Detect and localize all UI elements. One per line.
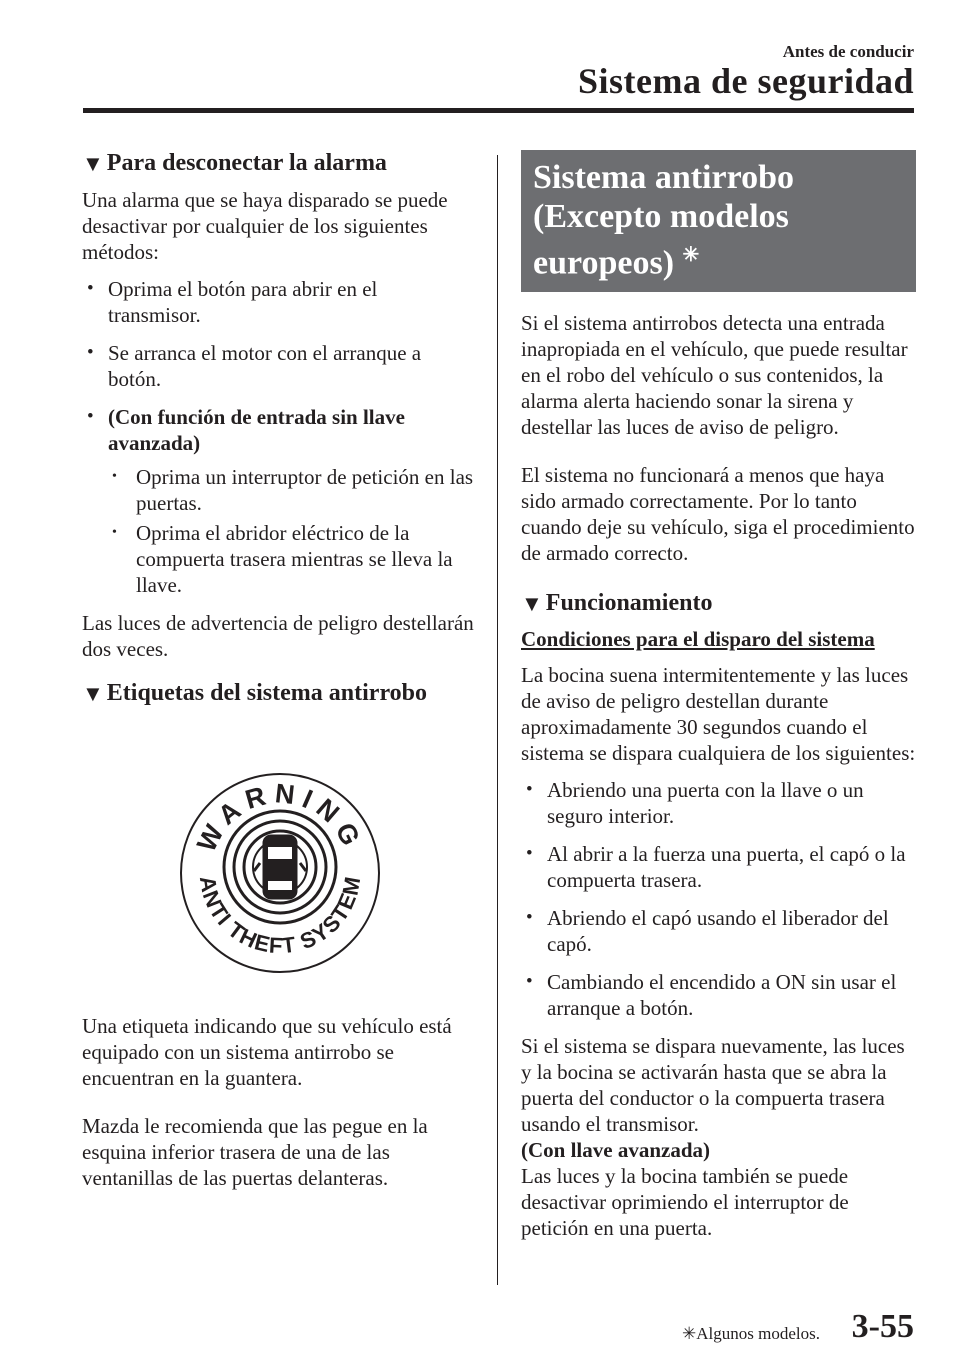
badge-top-text: WARNING [191, 778, 369, 857]
section-heading-operation: ▼ Funcionamiento [521, 590, 713, 617]
paragraph: Una etiqueta indicando que su vehículo está equipado con un sistema antirrobo se encuentran en la guantera. [82, 1014, 452, 1090]
sub-bullet-list [108, 464, 474, 598]
list-item: • Oprima el botón para abrir en el transmisor. [82, 276, 474, 328]
paragraph: Mazda le recomienda que las pegue en la esquina inferior trasera de una de las ventanillas de las puertas delanteras. [82, 1114, 428, 1190]
paragraph: Las luces y la bocina también se puede desactivar oprimiendo el interruptor de petición en una puerta. [521, 1164, 849, 1241]
sub-list-item: • Oprima un interruptor de petición en las puertas. [108, 464, 474, 516]
list-item: • Se arranca el motor con el arranque a botón. [82, 340, 474, 392]
list-item: • (Con función de entrada sin llave avanzada) • Oprima un interruptor de petición en las puertas. • Oprima el abridor eléctrico de la compuerta trasera mientras se lleva la llave. [82, 404, 474, 598]
list-item: • Abriendo una puerta con la llave o un seguro interior. [521, 777, 916, 829]
triangle-down-icon: ▼ [82, 680, 104, 706]
left-column [82, 150, 474, 1202]
triangle-down-icon: ▼ [82, 150, 104, 176]
car-top-view-icon [224, 811, 336, 923]
bullet-list [521, 777, 916, 1021]
section-heading-labels: ▼ Etiquetas del sistema antirrobo [82, 680, 428, 706]
paragraph: La bocina suena intermitentemente y las luces de aviso de peligro destellan durante aproximadamente 30 segundos cuando el sistema se dispara cualquiera de los siguientes: [521, 663, 916, 766]
boxed-section-heading: Sistema antirrobo (Excepto modelos europeos) ✳ [521, 150, 916, 292]
right-column [521, 150, 916, 1252]
footnote: ✳Algunos modelos. [682, 1324, 820, 1343]
subheading: Condiciones para el disparo del sistema [521, 627, 875, 652]
triangle-down-icon: ▼ [521, 590, 543, 616]
sub-list-item: • Oprima el abridor eléctrico de la compuerta trasera mientras se lleva la llave. [108, 520, 474, 598]
badge-bottom-text: ANTI THEFT SYSTEM [194, 873, 366, 959]
star-icon: ✳ [682, 244, 700, 266]
paragraph: Las luces de advertencia de peligro destellarán dos veces. [82, 611, 474, 661]
paragraph: Si el sistema antirrobos detecta una entrada inapropiada en el vehículo, que puede resultar en el robo del vehículo o sus contenidos, la alarma alerta haciendo sonar la sirena y destellar las luces de aviso de peligro. [521, 311, 908, 440]
page-number: 3-55 [851, 1308, 914, 1345]
header-section: Antes de conducir [782, 42, 914, 61]
list-item: • Cambiando el encendido a ON sin usar el arranque a botón. [521, 969, 916, 1021]
anti-theft-warning-badge [82, 733, 477, 973]
paragraph: Una alarma que se haya disparado se puede desactivar por cualquier de los siguientes métodos: [82, 188, 448, 264]
paragraph-bold: (Con llave avanzada) [521, 1138, 710, 1163]
list-item: • Al abrir a la fuerza una puerta, el capó o la compuerta trasera. [521, 841, 916, 893]
page-title: Sistema de seguridad [577, 61, 914, 101]
paragraph: El sistema no funcionará a menos que haya sido armado correctamente. Por lo tanto cuando deje su vehículo, siga el procedimiento de armado correcto. [521, 463, 915, 566]
section-heading-disarm: ▼ Para desconectar la alarma [82, 150, 387, 176]
paragraph: Si el sistema se dispara nuevamente, las luces y la bocina se activarán hasta que se abra la puerta del conductor o la compuerta trasera usando el transmisor. [521, 1034, 905, 1137]
header-rule [83, 108, 914, 113]
bullet-list [82, 276, 474, 598]
list-item: • Abriendo el capó usando el liberador del capó. [521, 905, 916, 957]
column-divider [497, 155, 498, 1285]
